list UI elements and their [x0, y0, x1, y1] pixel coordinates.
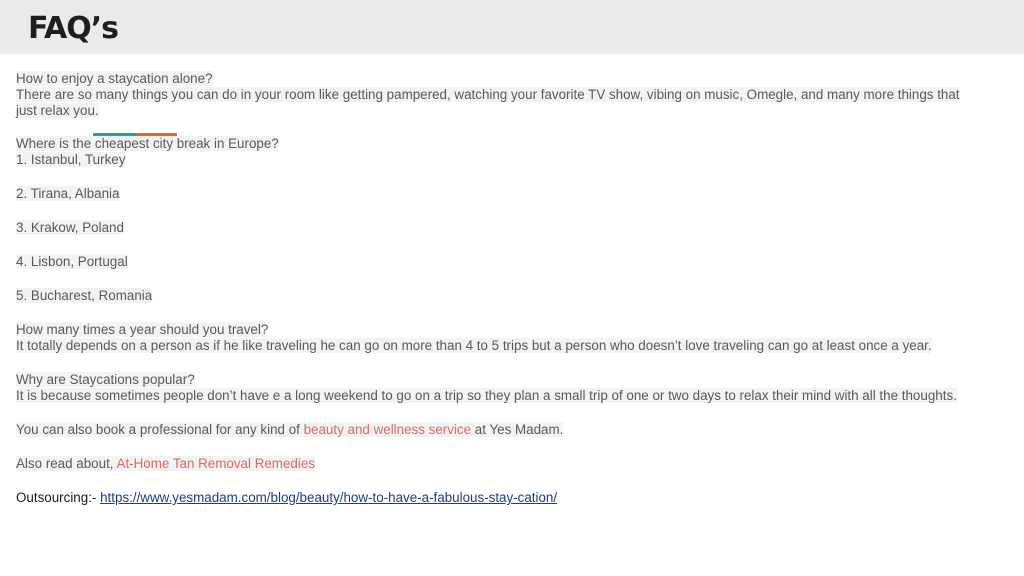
faq2-question: Where is the cheapest city break in Europe?	[16, 136, 279, 151]
faq2-item-3: 3. Krakow, Poland	[16, 220, 124, 235]
also-read-line	[16, 456, 1006, 472]
faq2-item-5: 5. Bucharest, Romania	[16, 288, 153, 303]
source-url-link[interactable]: https://www.yesmadam.com/blog/beauty/how-to-have-a-fabulous-stay-cation/	[100, 490, 558, 505]
faq2-item-4: 4. Lisbon, Portugal	[16, 254, 128, 269]
faq3-question: How many times a year should you travel?	[16, 322, 269, 337]
tan-removal-link[interactable]: At-Home Tan Removal Remedies	[116, 456, 315, 471]
also-read-prefix: Also read about,	[16, 456, 117, 471]
faq1-question: How to enjoy a staycation alone?	[16, 71, 213, 86]
faq1-answer-line2: just relax you.	[16, 103, 99, 118]
faq4-question: Why are Staycations popular?	[16, 372, 195, 387]
faq4-answer: It is because sometimes people don’t have e a long weekend to go on a trip so they plan a small trip of one or two days to relax their mind with all the thoughts.	[16, 388, 957, 403]
source-line	[16, 490, 1006, 506]
faq2-item-1: 1. Istanbul, Turkey	[16, 152, 126, 167]
page-title: FAQ’s	[28, 11, 119, 46]
title-bar	[0, 0, 1024, 54]
promo-text-before: You can also book a professional for any kind of	[16, 422, 304, 437]
promo-text-after: at Yes Madam.	[471, 422, 564, 437]
faq-content	[16, 71, 1006, 506]
faq3-answer: It totally depends on a person as if he like traveling he can go on more than 4 to 5 trips but a person who doesn’t love traveling can go at least once a year.	[16, 338, 932, 353]
promo-line	[16, 422, 1006, 438]
faq2-item-2: 2. Tirana, Albania	[16, 186, 120, 201]
faq1-answer-line1: There are so many things you can do in your room like getting pampered, watching your favorite TV show, vibing on music, Omegle, and many more things that	[16, 87, 960, 102]
source-label: Outsourcing:-	[16, 490, 101, 505]
beauty-service-link[interactable]: beauty and wellness service	[303, 422, 472, 437]
